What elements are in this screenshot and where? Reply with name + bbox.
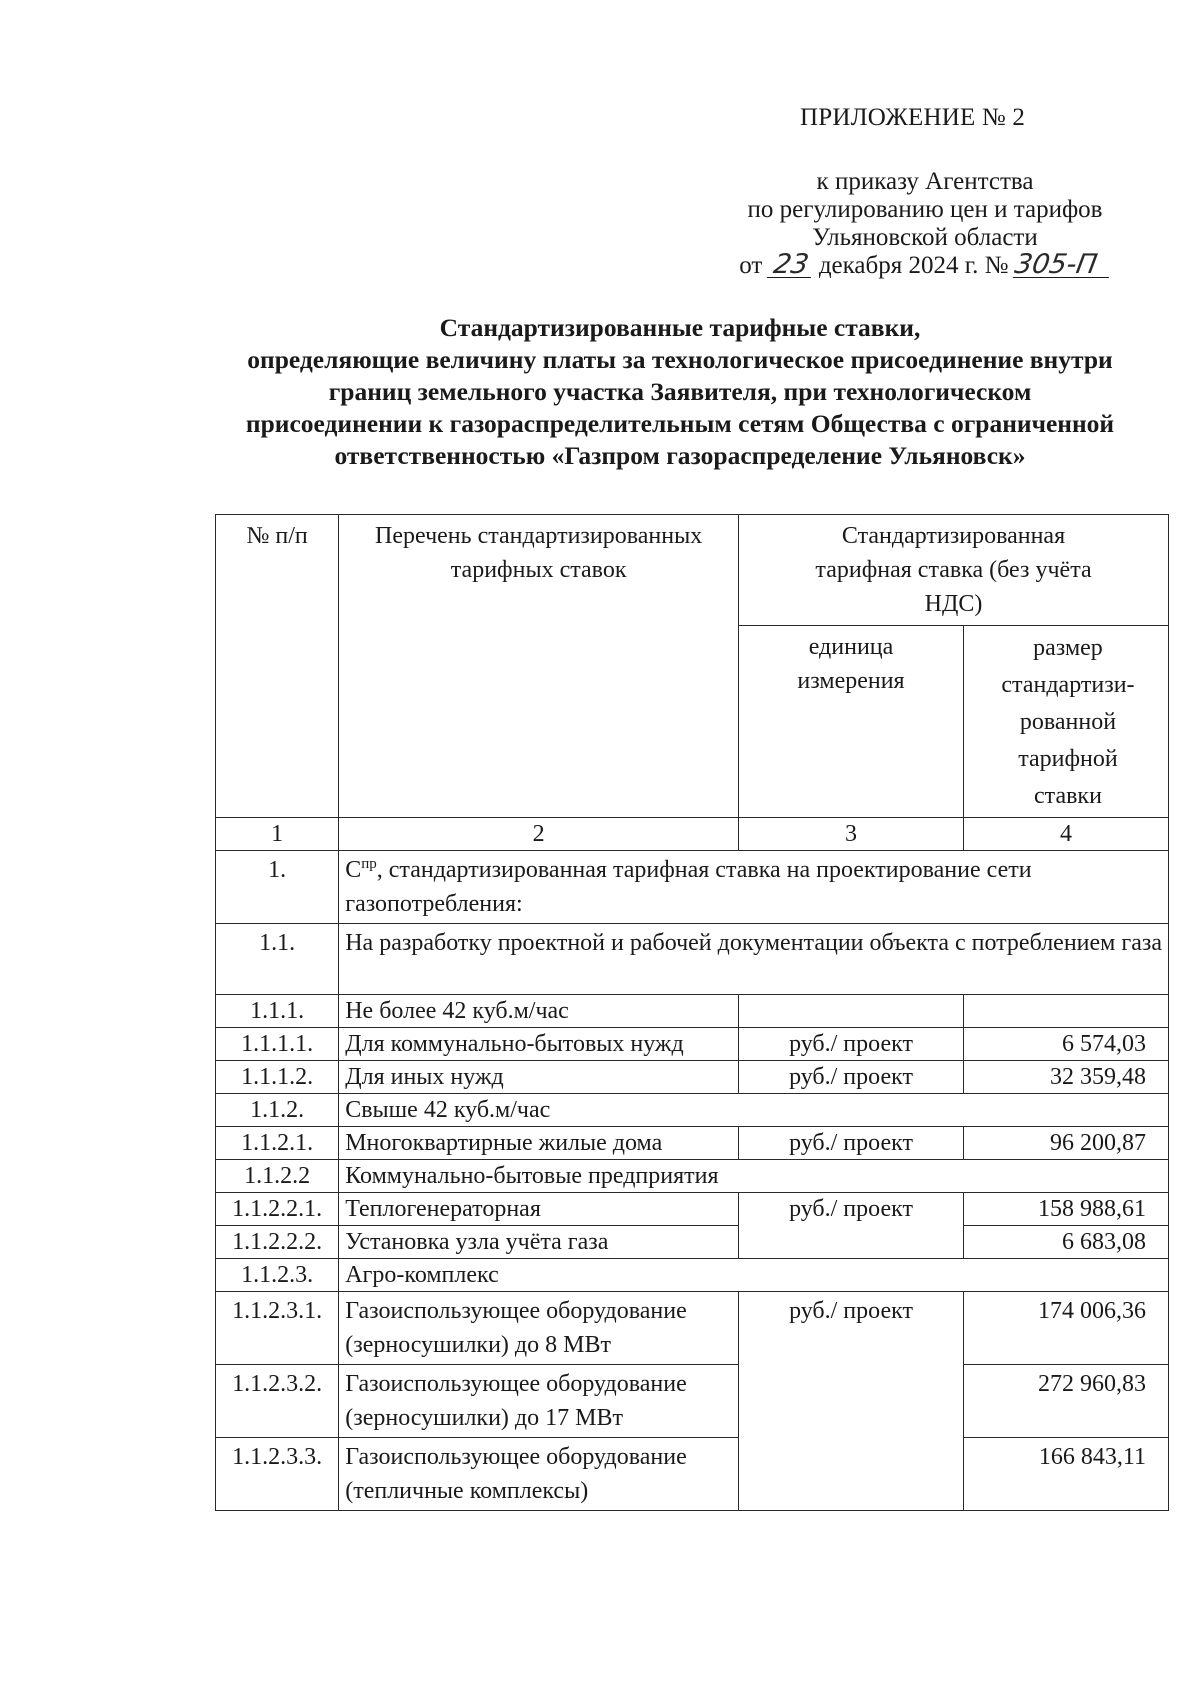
row-num: 1.1.2.2: [216, 1160, 339, 1193]
row-name: Для иных нужд: [339, 1061, 739, 1094]
table-row: [216, 995, 1169, 1028]
handwritten-order-day: 23: [766, 253, 814, 278]
order-ref-line-1: к приказу Агентства: [816, 168, 1034, 195]
column-number-row: [216, 818, 1169, 851]
order-date-middle: декабря 2024 г. №: [818, 252, 1009, 279]
column-number: 2: [339, 818, 739, 851]
row-unit: руб./ проект: [739, 1193, 964, 1259]
row-num: 1.1.: [216, 924, 339, 995]
row-num: 1.1.2.3.3.: [216, 1438, 339, 1511]
row-value: 174 006,36: [963, 1292, 1168, 1365]
row-value: 96 200,87: [963, 1127, 1168, 1160]
row-unit: руб./ проект: [739, 1292, 964, 1511]
row-num: 1.1.2.3.: [216, 1259, 339, 1292]
row-num: 1.1.1.: [216, 995, 339, 1028]
tariff-symbol-sup: пр: [361, 856, 377, 872]
table-row: [216, 1226, 1169, 1259]
row-name: Газоиспользующее оборудование (зерносушилки) до 17 МВт: [339, 1365, 739, 1438]
row-value: 6 574,03: [963, 1028, 1168, 1061]
row-name: Многоквартирные жилые дома: [339, 1127, 739, 1160]
header-unit: единица измерения: [739, 626, 964, 818]
title-line-2: определяющие величину платы за технологическое присоединение внутри: [247, 345, 1113, 374]
header-rate-group: Стандартизированная тарифная ставка (без учёта НДС): [739, 515, 1169, 626]
row-unit: руб./ проект: [739, 1127, 964, 1160]
table-row: [216, 1061, 1169, 1094]
row-value: [963, 995, 1168, 1028]
row-num: 1.1.2.3.2.: [216, 1365, 339, 1438]
row-num: 1.1.2.2.1.: [216, 1193, 339, 1226]
table-row: [216, 1028, 1169, 1061]
row-value: 6 683,08: [963, 1226, 1168, 1259]
row-value: 272 960,83: [963, 1365, 1168, 1438]
table-row: [216, 1292, 1169, 1365]
table-row: [216, 924, 1169, 995]
row-name: Газоиспользующее оборудование (тепличные комплексы): [339, 1438, 739, 1511]
row-name: Установка узла учёта газа: [339, 1226, 739, 1259]
row-num: 1.1.2.2.2.: [216, 1226, 339, 1259]
row-name: Газоиспользующее оборудование (зерносушилки) до 8 МВт: [339, 1292, 739, 1365]
column-number: 1: [216, 818, 339, 851]
title-line-4: присоединении к газораспределительным сетям Общества с ограниченной: [245, 409, 1115, 438]
appendix-title: ПРИЛОЖЕНИЕ № 2: [800, 104, 1026, 131]
order-date-prefix: от: [739, 252, 763, 279]
row-name: Для коммунально-бытовых нужд: [339, 1028, 739, 1061]
order-ref-line-2: по регулированию цен и тарифов: [747, 196, 1103, 223]
row-name: Теплогенераторная: [339, 1193, 739, 1226]
tariff-table: [215, 514, 1169, 1511]
document-title: [190, 312, 1170, 472]
header-size: размер стандартизи-рованной тарифной ставки: [963, 626, 1168, 818]
column-number: 3: [739, 818, 964, 851]
row-name: Коммунально-бытовые предприятия: [339, 1160, 1169, 1193]
section-1-text: [339, 851, 1169, 924]
row-name: Свыше 42 куб.м/час: [339, 1094, 1169, 1127]
table-row: [216, 1094, 1169, 1127]
row-value: 32 359,48: [963, 1061, 1168, 1094]
row-name: Не более 42 куб.м/час: [339, 995, 739, 1028]
table-row: [216, 1438, 1169, 1511]
order-date-line: [700, 249, 1150, 280]
row-num: 1.1.2.1.: [216, 1127, 339, 1160]
order-ref-line-3: Ульяновской области: [812, 224, 1038, 251]
row-num: 1.1.2.: [216, 1094, 339, 1127]
handwritten-order-number: 305-П: [1013, 253, 1113, 278]
row-num: 1.: [216, 851, 339, 924]
row-value: 158 988,61: [963, 1193, 1168, 1226]
row-num: 1.1.2.3.1.: [216, 1292, 339, 1365]
row-unit: руб./ проект: [739, 1028, 964, 1061]
row-num: 1.1.1.2.: [216, 1061, 339, 1094]
row-unit: [739, 995, 964, 1028]
table-row: [216, 1365, 1169, 1438]
header-num: № п/п: [216, 515, 339, 818]
table-row: [216, 851, 1169, 924]
table-header-row: [216, 515, 1169, 626]
title-line-5: ответственностью «Газпром газораспределение Ульяновск»: [334, 441, 1026, 470]
section-1-1-text: На разработку проектной и рабочей документации объекта с потреблением газа: [339, 924, 1169, 995]
header-list: Перечень стандартизированных тарифных ставок: [339, 515, 739, 818]
table-row: [216, 1127, 1169, 1160]
row-name: Агро-комплекс: [339, 1259, 1169, 1292]
title-line-3: границ земельного участка Заявителя, при технологическом: [328, 377, 1032, 406]
order-reference: [700, 168, 1150, 280]
column-number: 4: [963, 818, 1168, 851]
section-1-description: , стандартизированная тарифная ставка на проектирование сети газопотребления:: [345, 857, 1032, 917]
row-unit: руб./ проект: [739, 1061, 964, 1094]
row-value: 166 843,11: [963, 1438, 1168, 1511]
row-num: 1.1.1.1.: [216, 1028, 339, 1061]
title-line-1: Стандартизированные тарифные ставки,: [439, 313, 921, 342]
table-row: [216, 1193, 1169, 1226]
table-row: [216, 1259, 1169, 1292]
tariff-symbol: С: [345, 857, 362, 883]
table-row: [216, 1160, 1169, 1193]
